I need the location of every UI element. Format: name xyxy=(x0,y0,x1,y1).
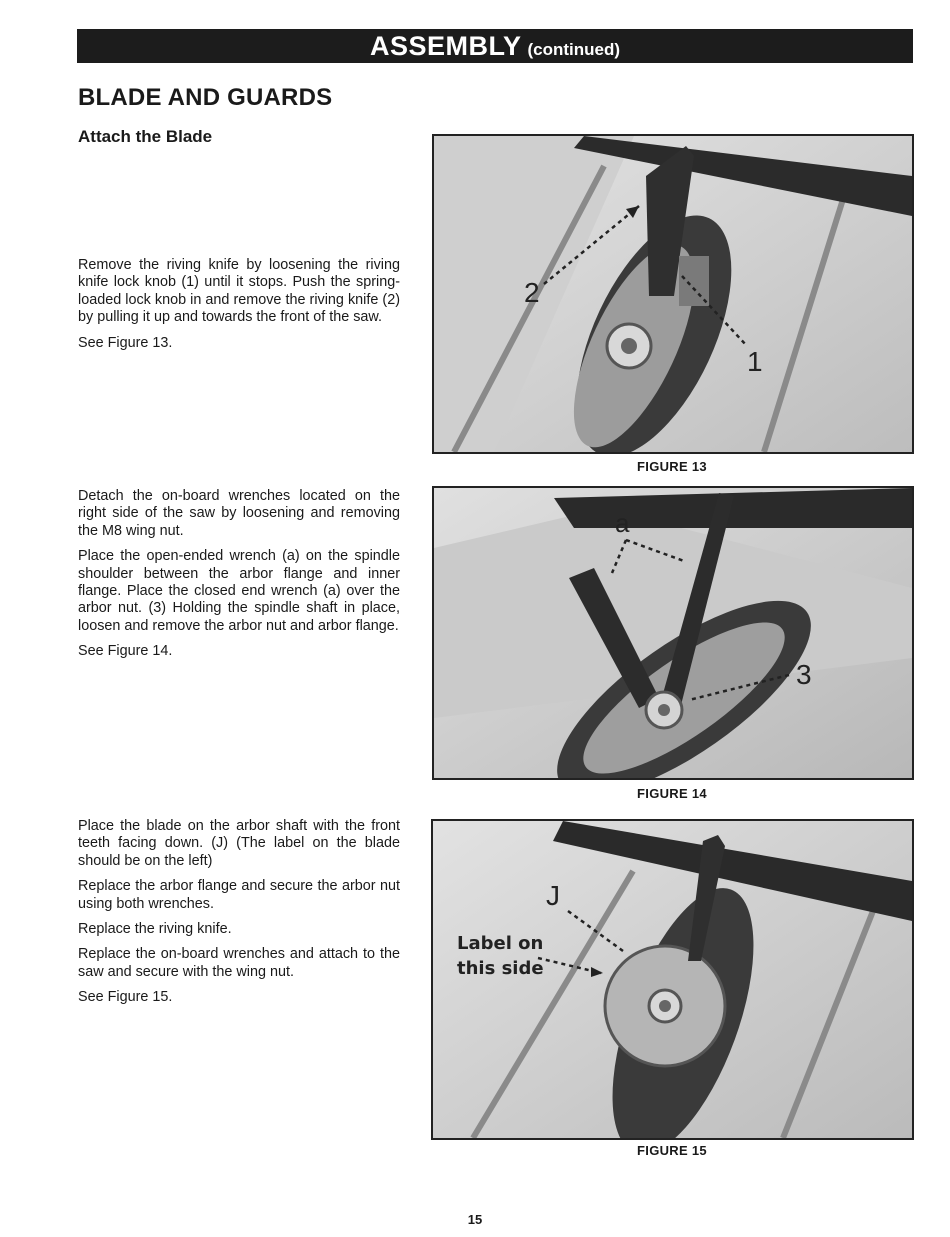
paragraph: Replace the on-board wrenches and attach to the saw and secure with the wing nut. xyxy=(78,946,400,980)
figure-15-caption: FIGURE 15 xyxy=(637,1143,707,1158)
figure-13-photo xyxy=(432,134,914,454)
header-subtitle: (continued) xyxy=(527,40,621,59)
paragraph: Detach the on-board wrenches located on the right side of the saw by loosening and removing the M8 wing nut. xyxy=(78,488,400,539)
lock-knob xyxy=(679,256,709,306)
section-subtitle: Attach the Blade xyxy=(78,127,213,146)
callout-label-line2: this side xyxy=(457,958,544,979)
callout-label-line1: Label on xyxy=(457,933,544,954)
instruction-block-1 xyxy=(78,257,400,360)
header-title: ASSEMBLY xyxy=(369,31,522,61)
instruction-block-2 xyxy=(78,488,400,669)
figure-reference: See Figure 14. xyxy=(78,643,173,660)
instruction-block-3 xyxy=(78,818,400,1015)
callout-1: 1 xyxy=(747,346,763,377)
page-number: 15 xyxy=(467,1212,483,1227)
figure-15-photo xyxy=(431,819,914,1140)
header-banner xyxy=(77,29,913,63)
figure-14-caption: FIGURE 14 xyxy=(637,786,707,801)
paragraph: Place the open-ended wrench (a) on the spindle shoulder between the arbor flange and inner flange. Place the closed end wrench (a) over the arbor nut. (3) Holding the spindle shaft in place, loosen and remove the arbor nut and arbor flange. xyxy=(78,548,400,634)
paragraph: Remove the riving knife by loosening the riving knife lock knob (1) until it stops. Push the spring-loaded lock knob in and remove the riving knife (2) by pulling it up and towards the front of the saw. xyxy=(78,257,400,326)
figure-14-photo xyxy=(432,486,914,780)
figure-13-illustration xyxy=(434,136,912,452)
callout-3: 3 xyxy=(796,659,812,690)
arbor-nut xyxy=(659,1000,671,1012)
figure-reference: See Figure 15. xyxy=(78,989,173,1006)
section-title: BLADE AND GUARDS xyxy=(78,84,333,111)
paragraph: Place the blade on the arbor shaft with the front teeth facing down. (J) (The label on the blade should be on the left) xyxy=(78,818,400,869)
paragraph: Replace the riving knife. xyxy=(78,921,232,938)
callout-a: a xyxy=(615,508,630,538)
callout-j: J xyxy=(546,880,560,911)
figure-14-illustration xyxy=(434,488,912,778)
figure-13-caption: FIGURE 13 xyxy=(637,459,707,474)
paragraph: Replace the arbor flange and secure the arbor nut using both wrenches. xyxy=(78,878,400,912)
callout-2: 2 xyxy=(524,277,540,308)
arbor-nut xyxy=(658,704,670,716)
figure-15-illustration xyxy=(433,821,912,1138)
arbor-nut xyxy=(621,338,637,354)
figure-reference: See Figure 13. xyxy=(78,334,173,351)
